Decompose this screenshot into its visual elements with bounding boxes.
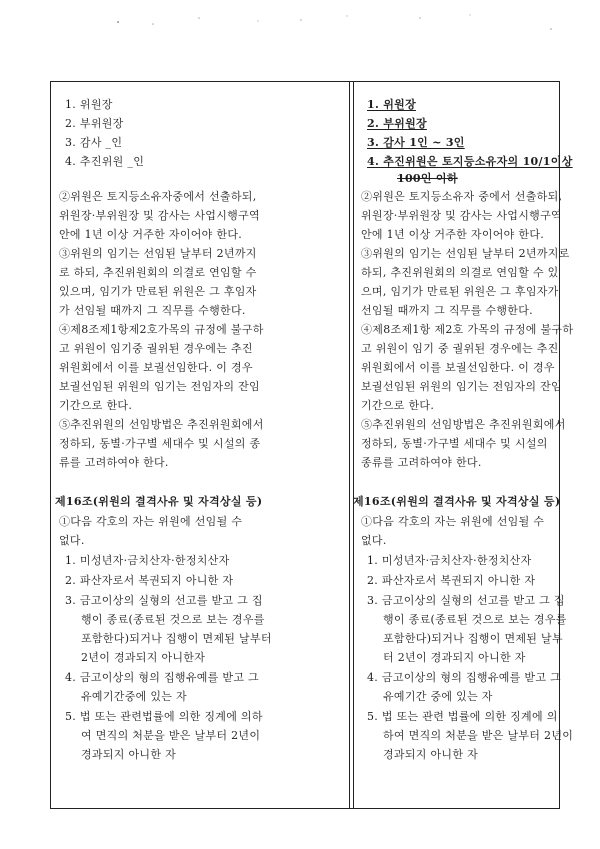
left-art16-item-1: 1. 미성년자·금치산자·한정치산자 — [65, 554, 230, 567]
left-para-4-line-4: 보궐선임된 위원의 임기는 전임자의 잔임 — [59, 380, 260, 393]
right-item-4-line-2: 100인 이하 — [397, 172, 458, 185]
right-item-2: 2. 부위원장 — [367, 117, 427, 130]
left-item-2: 2. 부위원장 — [65, 117, 124, 130]
right-art16-item-3-line-4: 터 2년이 경과되지 아니한 자 — [383, 651, 526, 664]
left-item-4: 4. 추진위원 _인 — [65, 155, 145, 168]
right-art16-item-4-line-2: 유예기간 중에 있는 자 — [383, 690, 493, 703]
right-para-3-line-4: 선임될 때까지 그 직무를 수행한다. — [361, 304, 533, 317]
left-para-4-line-1: ④제8조제1항제2호가목의 규정에 불구하 — [59, 323, 264, 336]
left-art16-item-3-line-1: 3. 금고이상의 실형의 선고를 받고 그 집 — [65, 594, 263, 607]
left-art16-item-5-line-2: 여 면직의 처분을 받은 날부터 2년이 — [81, 729, 261, 742]
left-art16-item-2: 2. 파산자로서 복권되지 아니한 자 — [65, 574, 234, 587]
right-article-16-title: 제16조(위원의 결격사유 및 자격상실 등) — [353, 495, 561, 508]
left-para-3-line-2: 로 하되, 추진위원회의 의결로 연임할 수 — [59, 266, 257, 279]
left-item-3: 3. 감사 _인 — [65, 136, 123, 149]
right-art16-item-2: 2. 파산자로서 복권되지 아니한 자 — [367, 574, 536, 587]
left-art16-para-1-line-1: ①다음 각호의 자는 위원에 선임될 수 — [59, 515, 243, 528]
right-para-3-line-3: 으며, 임기가 만료된 위원은 그 후임자가 — [361, 285, 559, 298]
right-art16-para-1-line-1: ①다음 각호의 자는 위원에 선임될 수 — [361, 515, 545, 528]
left-art16-item-3-line-2: 행이 종료(종료된 것으로 보는 경우를 — [81, 613, 265, 626]
left-art16-item-3-line-3: 포함한다)되거나 집행이 면제된 날부터 — [81, 632, 272, 645]
left-para-5-line-1: ⑤추진위원의 선임방법은 추진위원회에서 — [59, 418, 264, 431]
right-art16-item-3-line-2: 행이 종료(종료된 것으로 보는 경우를 — [383, 613, 567, 626]
left-para-2-line-2: 위원장·부위원장 및 감사는 사업시행구역 — [59, 209, 260, 222]
right-item-1: 1. 위원장 — [367, 98, 416, 111]
right-para-4-line-5: 기간으로 한다. — [361, 399, 435, 412]
left-para-5-line-2: 정하되, 동별·가구별 세대수 및 시설의 종 — [59, 437, 261, 450]
left-article-16-title: 제16조(위원의 결격사유 및 자격상실 등) — [55, 495, 263, 508]
left-item-1: 1. 위원장 — [65, 98, 113, 111]
column-divider-inner — [353, 82, 354, 808]
right-art16-item-1: 1. 미성년자·금치산자·한정치산자 — [367, 554, 532, 567]
left-para-2-line-1: ②위원은 토지등소유자중에서 선출하되, — [59, 190, 257, 203]
right-art16-item-4-line-1: 4. 금고이상의 형의 집행유예를 받고 그 — [367, 671, 561, 684]
left-para-2-line-3: 안에 1년 이상 거주한 자이어야 한다. — [59, 228, 243, 241]
right-para-4-line-4: 보궐선임된 위원의 임기는 전임자의 잔임 — [361, 380, 562, 393]
right-para-4-line-1: ④제8조제1항 제2호 가목의 규정에 불구하 — [361, 323, 574, 336]
right-item-4-line-1: 4. 추진위원은 토지등소유자의 10/1이상 — [367, 155, 573, 168]
right-art16-item-3-line-3: 포함한다)되거나 집행이 면제된 날부 — [383, 632, 563, 645]
column-divider — [349, 82, 350, 808]
right-art16-item-5-line-2: 하여 면직의 처분을 받은 날부터 2년이 — [383, 729, 574, 742]
right-art16-item-3-line-1: 3. 금고이상의 실형의 선고를 받고 그 집 — [367, 594, 565, 607]
right-para-2-line-1: ②위원은 토지등소유자 중에서 선출하되, — [361, 190, 563, 203]
right-art16-item-5-line-1: 5. 법 또는 관련 법률에 의한 징계에 의 — [367, 710, 558, 723]
right-para-5-line-1: ⑤추진위원의 선임방법은 추진위원회에서 — [361, 418, 566, 431]
left-para-3-line-1: ③위원의 임기는 선임된 날부터 2년까지 — [59, 247, 257, 260]
scan-noise — [0, 0, 600, 40]
left-para-4-line-2: 고 위원이 임기중 궐위된 경우에는 추진 — [59, 342, 253, 355]
left-art16-item-4-line-2: 유예기간중에 있는 자 — [81, 690, 187, 703]
left-para-5-line-3: 류를 고려하여야 한다. — [59, 456, 169, 469]
right-para-4-line-3: 위원회에서 이를 보궐선임한다. 이 경우 — [361, 361, 555, 374]
right-art16-item-5-line-3: 경과되지 아니한 자 — [383, 748, 479, 761]
right-para-4-line-2: 고 위원이 임기 중 궐위된 경우에는 추진 — [361, 342, 559, 355]
right-para-2-line-2: 위원장·부위원장 및 감사는 사업시행구역 — [361, 209, 562, 222]
left-art16-item-5-line-3: 경과되지 아니한 자 — [81, 748, 177, 761]
left-art16-para-1-line-2: 없다. — [59, 534, 85, 547]
left-art16-item-5-line-1: 5. 법 또는 관련법률에 의한 징계에 의하 — [65, 710, 263, 723]
left-art16-item-4-line-1: 4. 금고이상의 형의 집행유예를 받고 그 — [65, 671, 259, 684]
left-art16-item-3-line-4: 2년이 경과되지 아니한자 — [81, 651, 206, 664]
right-art16-para-1-line-2: 없다. — [361, 534, 387, 547]
right-para-3-line-1: ③위원의 임기는 선임된 날부터 2년까지로 — [361, 247, 570, 260]
left-para-4-line-5: 기간으로 한다. — [59, 399, 133, 412]
right-para-5-line-2: 정하되, 동별·가구별 세대수 및 시설의 — [361, 437, 548, 450]
left-para-3-line-3: 있으며, 임기가 만료된 위원은 그 후임자 — [59, 285, 257, 298]
right-item-3: 3. 감사 1인 ~ 3인 — [367, 136, 465, 149]
comparison-table — [50, 81, 574, 809]
right-para-2-line-3: 안에 1년 이상 거주한 자이어야 한다. — [361, 228, 545, 241]
right-para-3-line-2: 하되, 추진위원회의 의결로 연임할 수 있 — [361, 266, 559, 279]
left-para-3-line-4: 가 선임될 때까지 그 직무를 수행한다. — [59, 304, 246, 317]
right-para-5-line-3: 종류를 고려하여야 한다. — [361, 456, 482, 469]
left-para-4-line-3: 위원회에서 이를 보궐선임한다. 이 경우 — [59, 361, 253, 374]
